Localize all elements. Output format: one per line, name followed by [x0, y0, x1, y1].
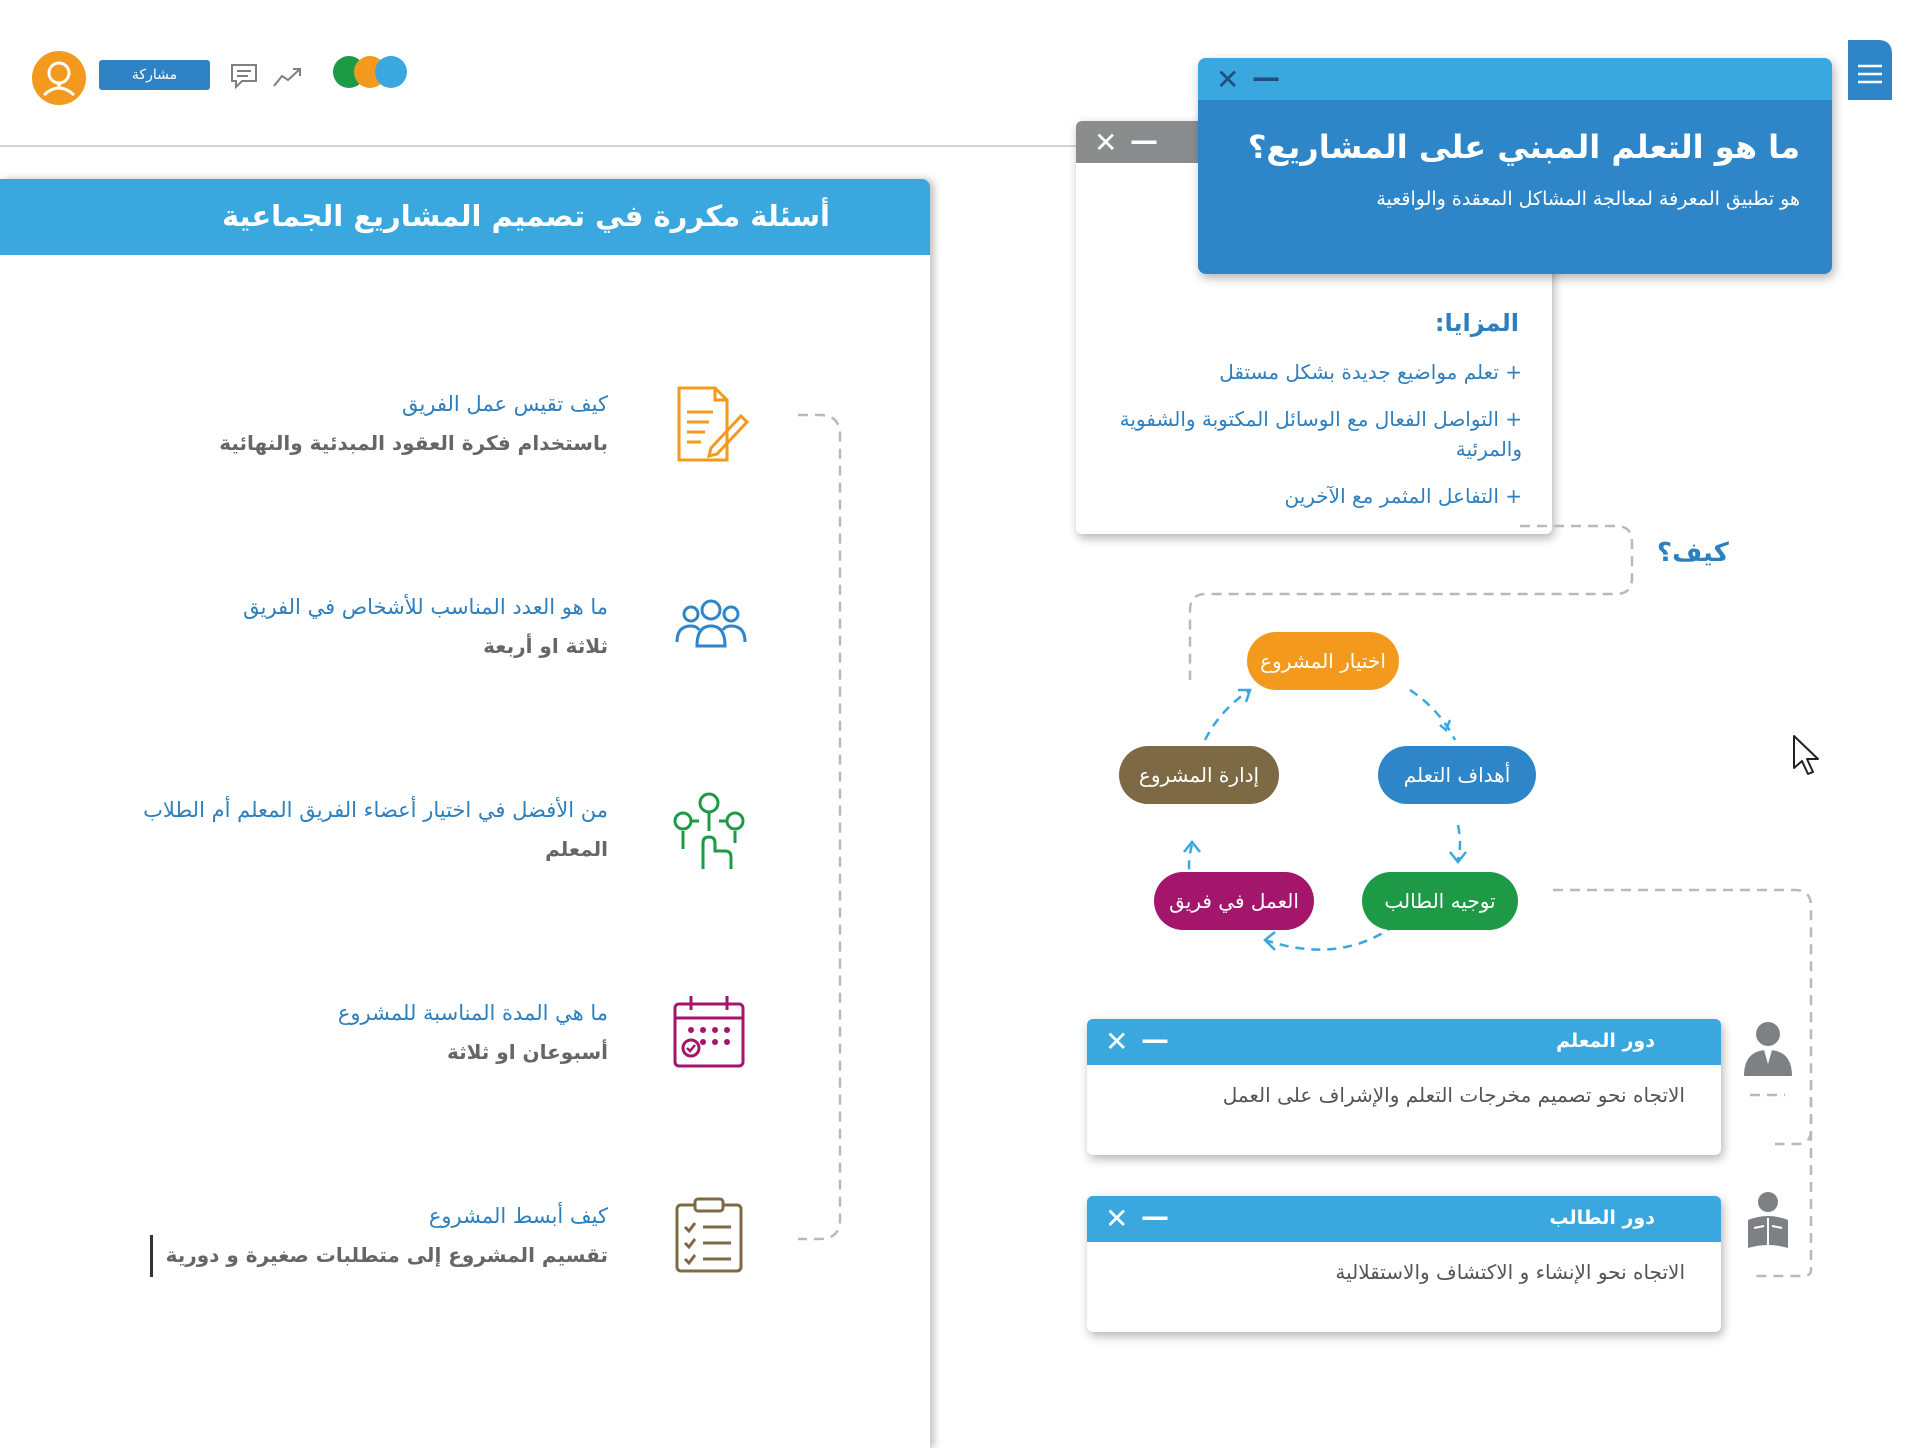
teacher-role-title: دور المعلم	[1556, 1030, 1655, 1052]
faq-connector	[790, 409, 850, 1249]
faq-header	[0, 179, 930, 255]
header-divider	[0, 145, 1200, 147]
dots-logo-icon	[332, 55, 412, 89]
close-icon[interactable]: ✕	[1105, 1025, 1129, 1058]
contract-icon	[671, 384, 751, 464]
faq-question-5: كيف أبسط المشروع	[428, 1204, 608, 1228]
minimize-icon[interactable]: —	[1141, 1023, 1169, 1056]
close-icon[interactable]: ✕	[1216, 63, 1240, 96]
cycle-step-label: توجيه الطالب	[1384, 889, 1496, 913]
faq-question-1: كيف تقيس عمل الفريق	[401, 392, 608, 416]
teacher-icon	[1740, 1018, 1796, 1078]
close-icon[interactable]: ✕	[1105, 1202, 1129, 1235]
student-role-window	[1087, 1196, 1721, 1332]
student-role-titlebar	[1087, 1196, 1721, 1242]
student-icon	[1740, 1190, 1796, 1254]
cycle-step-label: إدارة المشروع	[1138, 763, 1260, 787]
minimize-icon[interactable]: —	[1141, 1200, 1169, 1233]
minimize-icon[interactable]: —	[1252, 61, 1280, 94]
advantage-item-3: + التفاعل المثمر مع الآخرين	[1284, 484, 1522, 508]
teacher-role-text: الاتجاه نحو تصميم مخرجات التعلم والإشراف على العمل	[1222, 1083, 1685, 1107]
definition-window	[1198, 58, 1832, 274]
mouse-pointer-icon	[1792, 734, 1822, 776]
team-icon	[671, 584, 751, 664]
minimize-icon[interactable]: —	[1130, 124, 1158, 157]
cycle-step-project-management	[1119, 746, 1279, 804]
cycle-step-label: أهداف التعلم	[1403, 763, 1511, 787]
faq-question-4: ما هي المدة المناسبة للمشروع	[337, 1001, 608, 1025]
faq-title: أسئلة مكررة في تصميم المشاريع الجماعية	[221, 199, 830, 233]
faq-question-2: ما هو العدد المناسب للأشخاص في الفريق	[243, 595, 608, 619]
trend-icon[interactable]	[272, 66, 302, 88]
faq-answer-4: أسبوعان او ثلاثة	[446, 1040, 608, 1064]
text-cursor	[150, 1235, 153, 1277]
cycle-step-learning-goals	[1378, 746, 1536, 804]
faq-answer-2: ثلاثة او أربعة	[483, 634, 608, 658]
close-icon[interactable]: ✕	[1094, 126, 1118, 159]
checklist-icon	[669, 1195, 749, 1275]
cycle-step-label: اختيار المشروع	[1260, 649, 1386, 673]
advantage-item-2: + التواصل الفعال مع الوسائل المكتوبة والشفوية والمرئية	[1119, 407, 1522, 461]
share-button[interactable]: مشاركة	[99, 60, 210, 90]
definition-title: ما هو التعلم المبني على المشاريع؟	[1247, 128, 1800, 166]
user-avatar-icon[interactable]	[32, 51, 86, 105]
calendar-icon	[669, 992, 749, 1072]
teacher-role-titlebar	[1087, 1019, 1721, 1065]
student-role-title: دور الطالب	[1549, 1207, 1655, 1229]
cycle-step-teamwork	[1154, 872, 1314, 930]
faq-answer-5: تقسيم المشروع إلى متطلبات صغيرة و دورية	[165, 1243, 608, 1267]
faq-answer-3: المعلم	[545, 837, 608, 861]
selection-icon	[669, 791, 749, 871]
advantages-title: المزايا:	[1434, 309, 1519, 337]
how-label: كيف؟	[1657, 538, 1729, 568]
cycle-step-label: العمل في فريق	[1169, 889, 1299, 913]
comment-icon[interactable]	[230, 63, 258, 89]
cycle-step-student-guidance	[1362, 872, 1518, 930]
faq-answer-1: باستخدام فكرة العقود المبدئية والنهائية	[219, 431, 608, 455]
faq-question-3: من الأفضل في اختيار أعضاء الفريق المعلم أم الطلاب	[143, 798, 608, 822]
student-role-text: الاتجاه نحو الإنشاء و الاكتشاف والاستقلالية	[1335, 1260, 1685, 1284]
definition-subtitle: هو تطبيق المعرفة لمعالجة المشاكل المعقدة والواقعية	[1376, 188, 1800, 210]
menu-icon[interactable]	[1848, 40, 1892, 100]
definition-window-titlebar	[1198, 58, 1832, 100]
faq-panel	[0, 179, 930, 1448]
teacher-role-window	[1087, 1019, 1721, 1155]
advantage-item-1: + تعلم مواضيع جديدة بشكل مستقل	[1219, 360, 1522, 384]
cycle-step-select-project	[1247, 632, 1399, 690]
